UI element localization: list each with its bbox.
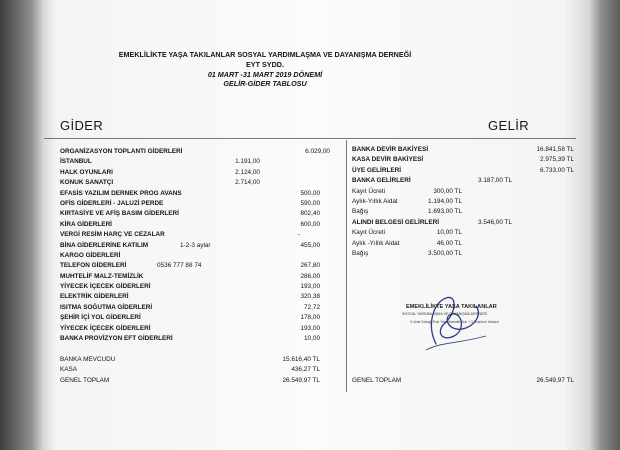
gider-row <box>60 241 340 251</box>
row-amount: 320,38 <box>300 293 320 301</box>
row-amount: 2.975,39 TL <box>540 156 574 164</box>
gelir-row <box>352 155 574 165</box>
row-label: İSTANBUL <box>60 158 92 166</box>
row-label: ELEKTRİK GİDERLERİ <box>60 293 129 301</box>
row-amount: 590,00 <box>300 199 320 207</box>
row-amount: 286,00 <box>300 272 320 280</box>
row-amount: 600,00 <box>300 220 320 228</box>
row-label: Kayıt Ücreti <box>352 229 386 237</box>
row-note: 1-2-3 aylar <box>180 241 211 249</box>
period: 01 MART -31 MART 2019 DÖNEMİ <box>207 69 323 79</box>
row-amount: 10,00 <box>304 335 320 343</box>
row-amount: 26.549,97 TL <box>536 377 574 384</box>
row-label: ŞEHİR İÇİ YOL GİDERLERİ <box>60 314 141 322</box>
row-amount: 802,40 <box>300 210 320 218</box>
row-subamount: 2.124,00 <box>235 168 260 176</box>
row-label: BANKA GELİRLERİ <box>352 177 411 185</box>
row-amount: 193,00 <box>300 283 320 291</box>
table-top-rule <box>44 138 576 139</box>
row-label: VERGİ RESİM HARÇ VE CEZALAR <box>60 231 165 239</box>
association-name: EMEKLİLİKTE YAŞA TAKILANLAR SOSYAL YARDIMLAŞMA VE DAYANIŞMA DERNEĞİ <box>118 50 412 59</box>
row-label: KİRA GİDERLERİ <box>60 220 112 228</box>
gelir-row <box>352 166 574 176</box>
gider-total-row <box>60 376 340 386</box>
row-amount: 178,00 <box>300 314 320 322</box>
row-amount: 26.549,97 TL <box>282 376 320 384</box>
row-label: Aylık-Yıllık Aidat <box>352 197 398 205</box>
gelir-row <box>352 176 574 186</box>
row-amount: 500,00 <box>300 189 320 197</box>
row-label: EFASİS YAZILIM DERNEK PROG AVANS <box>60 189 182 197</box>
association-abbrev: EYT SYDD. <box>246 59 284 69</box>
row-subamount: 3.500,00 TL <box>428 249 462 257</box>
row-subamount: 1.693,00 TL <box>428 208 462 216</box>
row-label: GENEL TOPLAM <box>60 376 110 384</box>
gelir-row <box>352 145 574 155</box>
gider-row <box>60 189 340 199</box>
gelir-row <box>352 249 574 259</box>
row-amount: 16.841,58 TL <box>536 146 574 153</box>
row-subamount: 46,00 TL <box>436 239 462 247</box>
row-label: ORGANİZASYON TOPLANTI GİDERLERİ <box>60 148 183 155</box>
gider-row <box>60 220 340 230</box>
document-header <box>110 50 420 89</box>
row-amount: - <box>297 231 300 239</box>
row-subamount: 300,00 TL <box>433 187 462 195</box>
gelir-total-row <box>352 376 574 386</box>
row-subamount: 1.191,00 <box>235 158 260 166</box>
gider-row <box>60 365 340 375</box>
gider-row <box>60 178 340 188</box>
row-amount: 436,27 TL <box>291 366 320 374</box>
gelir-row <box>352 197 574 207</box>
spacer <box>60 344 340 354</box>
gider-row <box>60 272 340 282</box>
row-label: Aylık -Yıllık Aidat <box>352 239 400 247</box>
row-amount: 15.616,40 TL <box>282 355 320 363</box>
row-label: Bağış <box>352 208 369 216</box>
row-label: Bağış <box>352 249 369 257</box>
gider-row <box>60 292 340 302</box>
association-stamp <box>396 284 516 360</box>
row-subamount: 3.187,00 TL <box>478 177 512 185</box>
gider-row <box>60 282 340 292</box>
row-label: Kayıt Ücreti <box>352 187 386 195</box>
row-note: 0536 777 88 74 <box>157 262 202 270</box>
row-amount: 455,00 <box>300 241 320 249</box>
row-label: BİNA GİDERLERİNE KATILIM <box>60 241 149 249</box>
row-label: KONUK SANATÇI <box>60 179 114 187</box>
row-subamount: 2.714,00 <box>235 179 260 187</box>
row-label: TELEFON GİDERLERİ <box>60 262 127 270</box>
stamp-subtitle: SOSYAL YARDIMLAŞMA VE DAYANIŞMA DERNEĞİ <box>402 312 488 316</box>
gider-row <box>60 355 340 365</box>
gelir-row <box>352 228 574 238</box>
row-label: KIRTASİYE VE AFİŞ BASIM GİDERLERİ <box>60 210 179 218</box>
gider-row <box>60 261 340 271</box>
stamp-address: H.Ahat Sokağı Eski Yitaz Mahalle Sok. / 3 Keçiören Ankara <box>410 320 499 324</box>
gider-column <box>60 147 340 386</box>
gelir-row <box>352 207 574 217</box>
gider-row <box>60 313 340 323</box>
row-amount: 267,80 <box>300 262 320 270</box>
row-amount: 193,00 <box>300 324 320 332</box>
gelir-total <box>352 376 574 386</box>
row-label: BANKA DEVİR BAKİYESİ <box>352 146 429 153</box>
gelir-row <box>352 187 574 197</box>
gider-row <box>60 334 340 344</box>
row-label: GENEL TOPLAM <box>352 377 402 384</box>
gider-row <box>60 147 340 157</box>
gider-row <box>60 199 340 209</box>
gider-row <box>60 168 340 178</box>
row-label: YİYECEK İÇECEK GİDERLERİ <box>60 324 151 332</box>
gider-row <box>60 324 340 334</box>
row-label: KASA <box>60 366 78 374</box>
gider-row <box>60 303 340 313</box>
row-label: MUHTELİF MALZ-TEMİZLİK <box>60 272 144 280</box>
gider-heading: GİDER <box>60 118 104 133</box>
gelir-heading: GELİR <box>488 118 530 133</box>
row-amount: 6.029,00 <box>305 148 330 155</box>
row-label: ÜYE GELİRLERİ <box>352 166 402 174</box>
gelir-column <box>352 145 574 259</box>
gelir-row <box>352 239 574 249</box>
gider-row <box>60 157 340 167</box>
row-label: ALINDI BELGESİ GELİRLERİ <box>352 218 439 226</box>
row-subamount: 10,00 TL <box>436 229 462 237</box>
row-amount: 6.733,00 TL <box>540 166 574 174</box>
row-label: OFİS GİDERLERİ - JALUZİ PERDE <box>60 199 164 207</box>
gider-row <box>60 209 340 219</box>
gelir-row <box>352 218 574 228</box>
row-amount: 72,72 <box>304 303 320 311</box>
row-subamount: 3.546,00 TL <box>478 218 512 226</box>
column-divider <box>346 140 347 392</box>
row-label: KASA DEVİR BAKİYESİ <box>352 156 424 164</box>
row-label: YİYECEK İÇECEK GİDERLERİ <box>60 283 151 291</box>
table-title: GELİR-GİDER TABLOSU <box>223 79 307 89</box>
row-label: HALK OYUNLARI <box>60 168 113 176</box>
row-label: BANKA MEVCUDU <box>60 355 116 363</box>
row-label: KARGO GİDERLERİ <box>60 251 121 259</box>
stamp-title: EMEKLİLİKTE YAŞA TAKILANLAR <box>406 304 497 310</box>
row-label: BANKA PROVİZYON EFT GİDERLERİ <box>60 335 173 343</box>
gider-row <box>60 251 340 261</box>
row-label: ISITMA SOĞUTMA GİDERLERİ <box>60 303 153 311</box>
row-subamount: 1.194,00 TL <box>428 197 462 205</box>
gider-row <box>60 230 340 240</box>
